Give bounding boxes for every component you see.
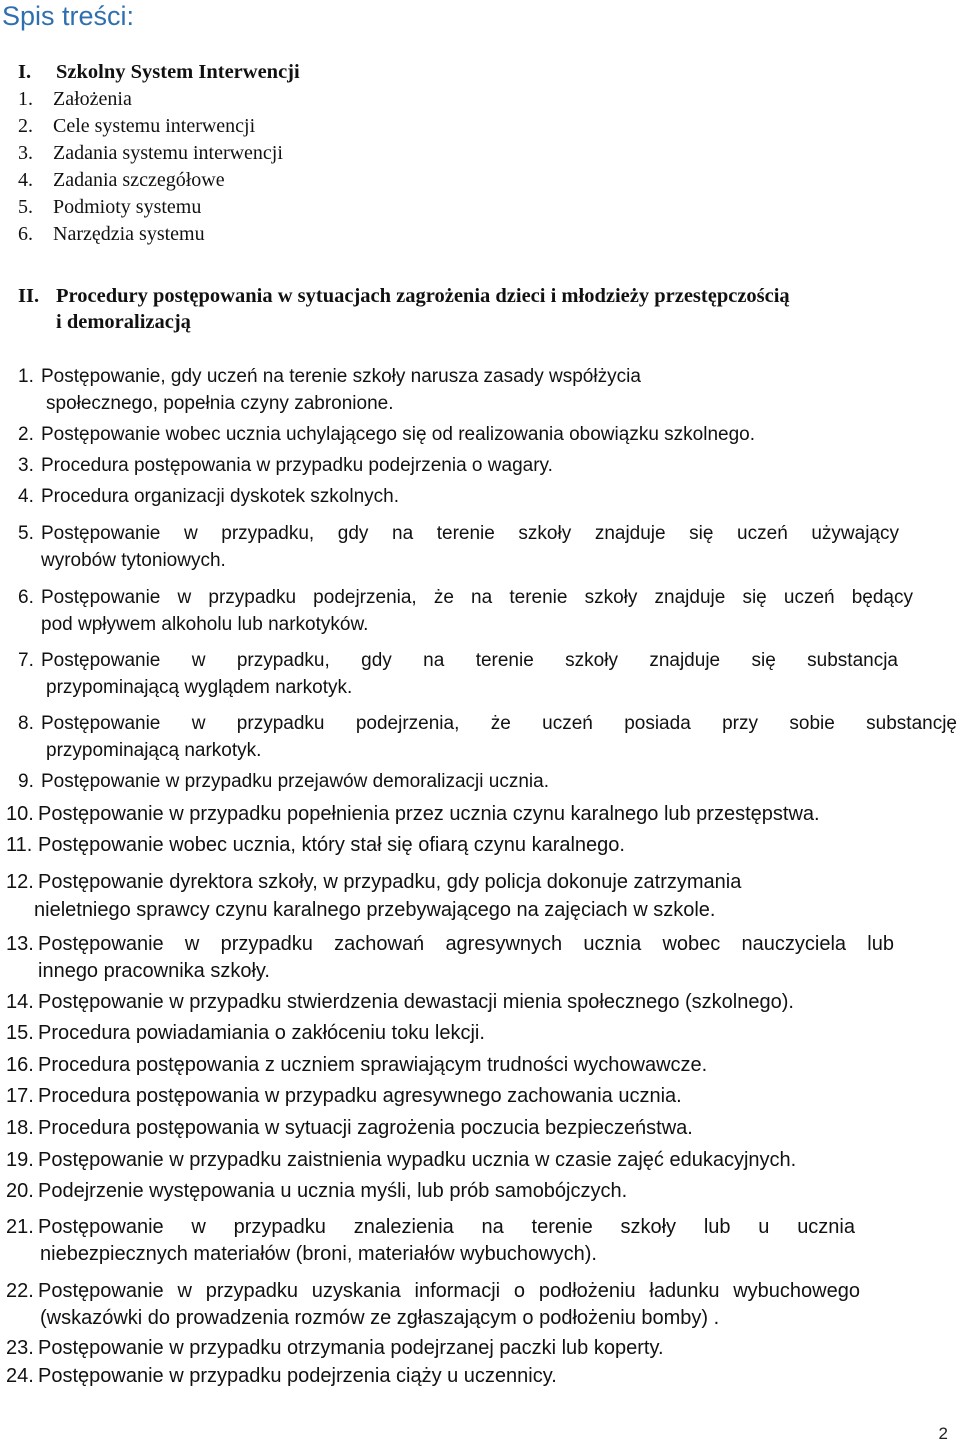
procedure-text: Postępowanie w przypadku podejrzenia ciąży u uczennicy. [38,1365,557,1387]
list-item-number: 4. [18,169,33,191]
procedure-text: Postępowanie w przypadku stwierdzenia dewastacji mienia społecznego (szkolnego). [38,991,794,1013]
list-item-number: 6. [18,223,33,245]
procedure-text: Procedura organizacji dyskotek szkolnych. [41,486,400,507]
procedure-text: Postępowanie w przypadku zaistnienia wypadku ucznia w czasie zajęć edukacyjnych. [38,1149,797,1171]
list-item: Zadania szczegółowe [53,169,225,191]
procedure-text: Postępowanie w przypadku uzyskania informacji o podłożeniu ładunku wybuchowego [38,1280,860,1302]
procedure-text-continued: nieletniego sprawcy czynu karalnego przebywającego na zajęciach w szkole. [34,899,716,921]
procedure-text-continued: przypominającą wyglądem narkotyk. [46,677,353,698]
procedure-text: Postępowanie, gdy uczeń na terenie szkoły narusza zasady współżycia [41,366,641,387]
procedure-text-continued: pod wpływem alkoholu lub narkotyków. [41,614,369,635]
procedure-text: Procedura postępowania w przypadku agresywnego zachowania ucznia. [38,1085,682,1107]
procedure-text: Postępowanie w przypadku otrzymania podejrzanej paczki lub koperty. [38,1337,664,1359]
page-number: 2 [938,1424,948,1443]
list-item-number: 3. [18,142,33,164]
section-2-heading: Procedury postępowania w sytuacjach zagrożenia dzieci i młodzieży przestępczością [56,285,790,307]
procedure-text-continued: wyrobów tytoniowych. [41,550,226,571]
list-item: Narzędzia systemu [53,223,205,245]
procedure-text: Postępowanie w przypadku, gdy na terenie szkoły znajduje się substancja [41,650,898,671]
procedure-number: 1. [18,366,34,387]
section-1-number: I. [18,61,32,83]
procedure-text: Postępowanie w przypadku popełnienia przez ucznia czynu karalnego lub przestępstwa. [38,803,820,825]
procedure-text: Postępowanie w przypadku podejrzenia, że uczeń posiada przy sobie substancję [41,713,957,734]
procedure-number: 6. [18,587,34,608]
procedure-number: 10. [6,803,34,825]
procedure-number: 21. [6,1216,34,1238]
procedure-number: 19. [6,1149,34,1171]
procedure-text-continued: niebezpiecznych materiałów (broni, materiałów wybuchowych). [40,1243,597,1265]
procedure-number: 13. [6,933,34,955]
list-item: Założenia [53,88,132,110]
procedure-text: Postępowanie w przypadku, gdy na terenie szkoły znajduje się uczeń używający [41,523,899,544]
list-item-number: 2. [18,115,33,137]
list-item: Podmioty systemu [53,196,202,218]
procedure-text: Postępowanie wobec ucznia uchylającego się od realizowania obowiązku szkolnego. [41,424,755,445]
procedure-number: 18. [6,1117,34,1139]
procedure-number: 20. [6,1180,34,1202]
procedure-number: 14. [6,991,34,1013]
procedure-text-continued: innego pracownika szkoły. [38,960,270,982]
procedure-number: 8. [18,713,34,734]
procedure-text: Postępowanie wobec ucznia, który stał się ofiarą czynu karalnego. [38,834,625,856]
procedure-number: 3. [18,455,34,476]
procedure-number: 9. [18,771,34,792]
procedure-number: 23. [6,1337,34,1359]
list-item: Cele systemu interwencji [53,115,256,137]
procedure-number: 24. [6,1365,34,1387]
procedure-text: Postępowanie w przypadku znalezienia na terenie szkoły lub u ucznia [38,1216,855,1238]
procedure-text: Procedura postępowania w przypadku podejrzenia o wagary. [41,455,553,476]
procedure-text: Postępowanie w przypadku podejrzenia, że na terenie szkoły znajduje się uczeń będący [41,587,913,608]
procedure-number: 17. [6,1085,34,1107]
procedure-number: 11. [6,834,33,856]
procedure-text: Procedura postępowania z uczniem sprawiającym trudności wychowawcze. [38,1054,708,1076]
procedure-text-continued: społecznego, popełnia czyny zabronione. [46,393,394,414]
procedure-text-continued: przypominającą narkotyk. [46,740,262,761]
procedure-text: Procedura postępowania w sytuacji zagrożenia poczucia bezpieczeństwa. [38,1117,693,1139]
procedure-number: 22. [6,1280,34,1302]
list-item-number: 1. [18,88,33,110]
procedure-text: Podejrzenie występowania u ucznia myśli, lub prób samobójczych. [38,1180,628,1202]
page-title: Spis treści: [2,1,135,31]
procedure-text: Postępowanie dyrektora szkoły, w przypadku, gdy policja dokonuje zatrzymania [38,871,742,893]
section-2-heading-continued: i demoralizacją [56,311,191,333]
procedure-number: 15. [6,1022,34,1044]
procedure-number: 4. [18,486,34,507]
procedure-number: 2. [18,424,34,445]
section-2-number: II. [18,285,40,307]
procedure-text-continued: (wskazówki do prowadzenia rozmów ze zgłaszającym o podłożeniu bomby) . [40,1307,720,1329]
procedure-number: 7. [18,650,34,671]
list-item: Zadania systemu interwencji [53,142,283,164]
procedure-number: 12. [6,871,34,893]
procedure-number: 5. [18,523,34,544]
procedure-text: Postępowanie w przypadku zachowań agresywnych ucznia wobec nauczyciela lub [38,933,894,955]
list-item-number: 5. [18,196,33,218]
procedure-number: 16. [6,1054,34,1076]
procedure-text: Postępowanie w przypadku przejawów demoralizacji ucznia. [41,771,549,792]
procedure-text: Procedura powiadamiania o zakłóceniu toku lekcji. [38,1022,485,1044]
section-1-heading: Szkolny System Interwencji [56,61,300,83]
